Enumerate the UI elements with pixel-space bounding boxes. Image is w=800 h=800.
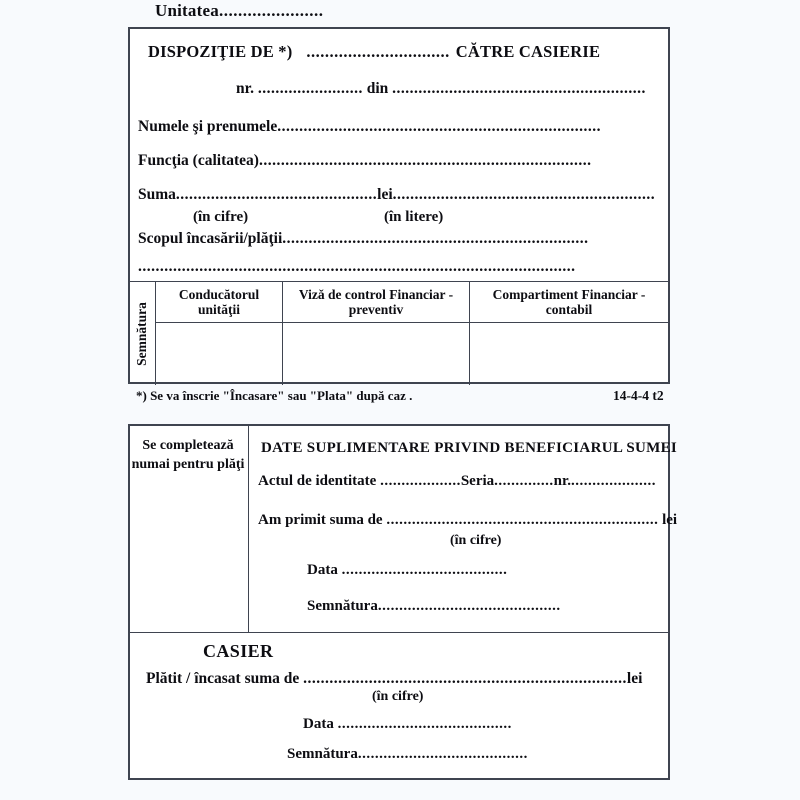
am-primit-suma-line [258,512,677,529]
functia-dots: ............................................................................ [258,152,592,169]
dispozitie-title-dots: ............................... [306,42,450,61]
footnote-text: *) Se va înscrie "Încasare" sau "Plata" după caz . [136,388,413,403]
nume-prenume-line [138,118,601,136]
functia-label: Funcţia (calitatea) [138,152,259,169]
act-dots: ................... [380,473,461,489]
beneficiar-semnatura-label: Semnătura [307,598,378,614]
seria-label: Seria [460,473,495,489]
signature-header-viza-control: Vizǎ de control Financiar - preventiv [283,282,469,323]
platit-dots: .......................................................................... [303,670,627,687]
dispozitie-title-tail: CĂTRE CASIERIE [455,42,601,61]
nume-label: Numele şi prenumele [138,118,278,135]
lei-label: lei [377,186,393,203]
in-cifre-label-casier: (în cifre) [372,689,424,704]
beneficiar-data-line [307,562,507,579]
scopul-continuation-dots: .................................................................................................... [138,258,576,275]
platit-label: Plătit / încasat suma de [146,670,300,687]
suma-label: Suma [138,186,176,203]
beneficiar-data-label: Data [307,562,338,578]
signature-row-label: Semnătura [133,301,149,366]
signature-table [128,281,670,384]
casier-semnatura-dots: ........................................ [357,746,528,762]
signature-header-financiar-contabil: Compartiment Financiar - contabil [470,282,668,323]
form-code: 14-4-4 t2 [613,388,664,403]
signature-cell-viza-control[interactable] [283,323,469,385]
beneficiar-data-dots: ....................................... [341,562,508,578]
unitatea-label: Unitatea [155,1,219,20]
act-nr-dots: .................... [571,473,657,489]
beneficiar-semnatura-line [307,598,561,615]
scopul-line [138,230,589,248]
nr-dots: ........................ [257,80,363,97]
beneficiar-semnatura-dots: ........................................... [377,598,561,614]
signature-column-viza-control [283,282,470,385]
signature-cell-conducator[interactable] [156,323,282,385]
act-label: Actul de identitate [258,473,377,489]
unitatea-line [155,1,323,21]
signature-row-label-cell [128,282,156,385]
dispozitie-title [148,42,600,62]
am-primit-label: Am primit suma de [258,512,383,528]
casier-section-divider [128,632,670,633]
note-column-divider [248,424,249,632]
suma-line [138,186,655,204]
din-dots: .......................................................... [392,80,646,97]
din-label: din [366,80,389,97]
signature-column-financiar-contabil [470,282,668,385]
lei-dots: ............................................................ [392,186,656,203]
signature-header-conducator: Conducătorul unităţii [156,282,282,323]
platit-lei: lei [626,670,643,687]
casier-data-line [303,716,512,733]
am-primit-lei: lei [662,512,678,528]
in-cifre-label-beneficiar: (în cifre) [450,533,502,548]
suma-dots: .............................................. [175,186,378,203]
platit-incasat-line [146,670,642,688]
casier-data-dots: ......................................... [337,716,512,732]
date-suplimentare-title: DATE SUPLIMENTARE PRIVIND BENEFICIARUL SUMEI [261,440,678,456]
casier-title: CASIER [203,641,274,661]
dispozitie-title-lead: DISPOZIŢIE DE *) [148,42,293,61]
casier-data-label: Data [303,716,334,732]
seria-dots: .............. [494,473,554,489]
nr-din-line [236,80,646,98]
scopul-label: Scopul încasării/plăţii [138,230,283,247]
signature-column-conducator [156,282,283,385]
in-cifre-label-suma: (în cifre) [193,209,249,225]
nr-label: nr. [236,80,254,97]
in-litere-label-suma: (în litere) [384,209,444,225]
unitatea-dots: ...................... [218,1,324,20]
casier-semnatura-label: Semnătura [287,746,358,762]
functia-line [138,152,591,170]
casier-semnatura-line [287,746,528,763]
scopul-dots: ...................................................................... [282,230,589,247]
act-nr-label: nr. [553,473,572,489]
am-primit-dots: ................................................................ [386,512,659,528]
signature-cell-financiar-contabil[interactable] [470,323,668,385]
note-only-for-payments: Se completează numai pentru plăţi [131,438,245,472]
nume-dots: .......................................................................... [277,118,601,135]
act-identitate-line [258,473,656,490]
